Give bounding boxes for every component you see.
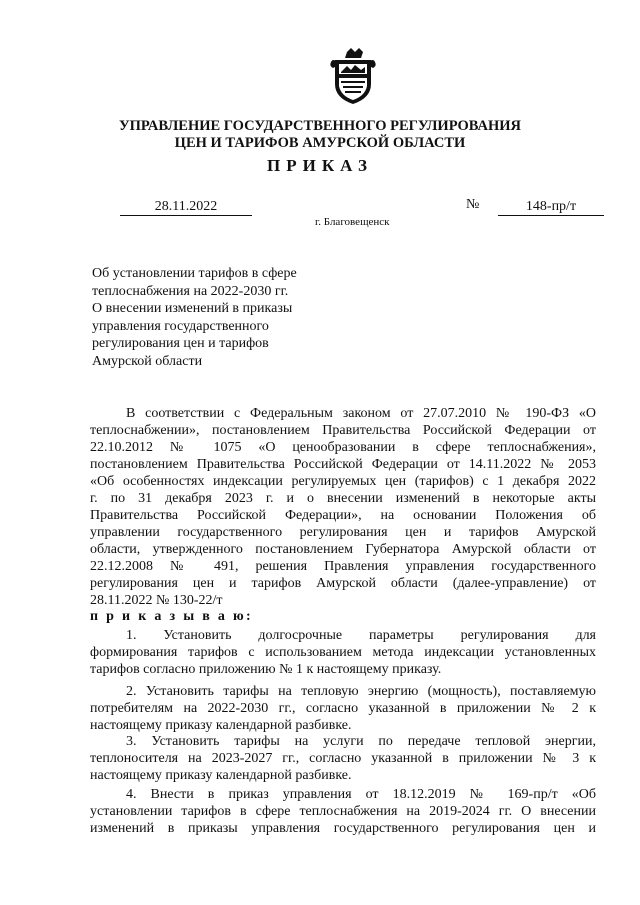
text-line: В соответствии с Федеральным законом от 27.07.2010 № 190-ФЗ «О [126,406,596,421]
text-line: 4. Внести в приказ управления от 18.12.2019 № 169-пр/т «Об [126,787,596,802]
subject-line: Об установлении тарифов в сфере [92,266,297,281]
text-line: формирования тарифов с использованием метода индексации установленных [90,645,596,660]
text-line: 22.10.2012 № 1075 «О ценообразовании в сфере теплоснабжения», [90,440,596,455]
text-line: потребителям на 2022-2030 гг., согласно указанной в приложении № 2 к [90,701,596,716]
coat-of-arms-emblem [327,48,379,106]
number-sign: № [466,197,480,212]
agency-name-line2: ЦЕН И ТАРИФОВ АМУРСКОЙ ОБЛАСТИ [174,135,466,151]
document-subject [92,265,342,370]
order-item-4 [90,786,596,837]
order-item-3 [90,733,596,784]
text-line: Правительства Российской Федерации», на основании Положения об [90,508,596,523]
subject-line: О внесении изменений в приказы [92,301,293,316]
order-item-2 [90,683,596,734]
text-line: теплоносителя на 2023-2027 гг., согласно указанной в приложении № 3 к [90,751,596,766]
document-type-title: ПРИКАЗ [267,156,373,175]
subject-line: регулирования цен и тарифов [92,336,269,351]
subject-line: Амурской области [92,353,203,369]
text-line: теплоснабжении», постановлением Правительства Российской Федерации от [90,423,596,438]
text-line: г. по 31 декабря 2023 г. и о внесении изменений в некоторые акты [90,491,596,506]
agency-name-line1: УПРАВЛЕНИЕ ГОСУДАРСТВЕННОГО РЕГУЛИРОВАНИЯ [118,118,522,134]
text-line: области, утвержденного постановлением Губернатора Амурской области от [90,542,596,557]
text-line: 3. Установить тарифы на услуги по передаче тепловой энергии, [126,734,596,749]
document-number: 148-пр/т [498,198,604,216]
text-line: настоящему приказу календарной разбивке. [90,768,352,783]
subject-line: управления государственного [92,318,269,334]
text-line: тарифов согласно приложению № 1 к настоящему приказу. [90,662,442,677]
document-city: г. Благовещенск [315,216,390,228]
text-line: 1. Установить долгосрочные параметры регулирования для [126,628,596,643]
text-line: постановлением Правительства Российской Федерации от 14.11.2022 № 2053 [90,457,596,472]
text-line: управлении государственного регулирования цен и тарифов Амурской [90,525,596,540]
text-line: установлении тарифов в сфере теплоснабжения на 2019-2024 гг. О внесении [90,804,596,819]
text-line: изменений в приказы управления государственного регулирования цен и [90,821,596,836]
subject-line: теплоснабжения на 2022-2030 гг. [92,283,289,299]
document-date: 28.11.2022 [120,198,252,216]
text-line: настоящему приказу календарной разбивке. [90,718,352,733]
text-line: 2. Установить тарифы на тепловую энергию (мощность), поставляемую [126,684,596,699]
preamble-paragraph [90,405,596,609]
text-line: «Об особенностях индексации регулируемых цен (тарифов) с 1 декабря 2022 [90,474,596,489]
text-line: 28.11.2022 № 130-22/т [90,593,223,608]
text-line: регулирования цен и тарифов Амурской области (далее-управление) от [90,576,596,591]
order-item-1 [90,627,596,678]
order-word: п р и к а з ы в а ю: [90,609,253,624]
text-line: 22.12.2008 № 491, решения Правления управления государственного [90,559,596,574]
